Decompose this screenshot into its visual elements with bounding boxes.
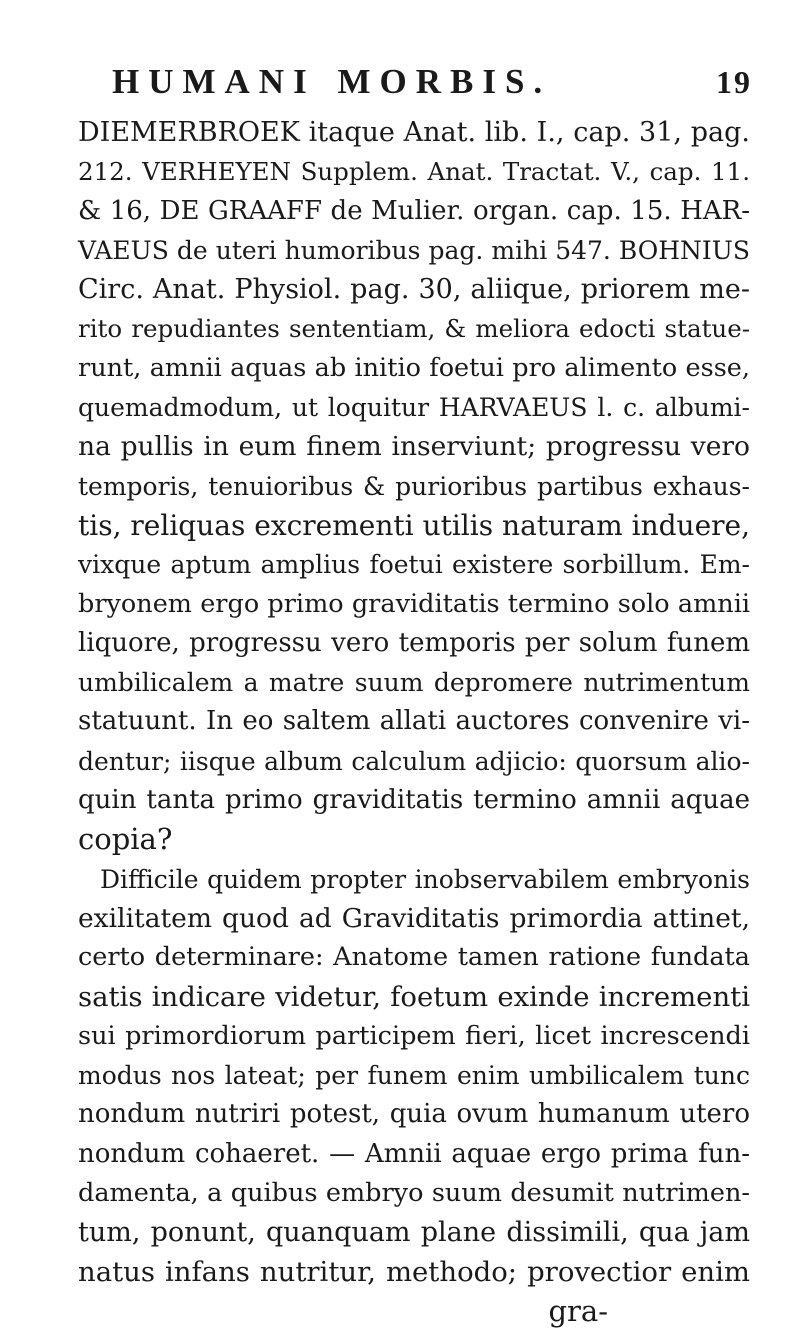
- text-line: certo determinare: Anatome tamen ratione fundata: [78, 942, 750, 973]
- text-line: temporis, tenuioribus & purioribus partibus exhaus-: [78, 471, 750, 501]
- text-line: dentur; iisque album calculum adjicio: quorsum alio-: [78, 746, 750, 776]
- text-line: copia?: [78, 822, 173, 857]
- text-line: bryonem ergo primo graviditatis termino solo amnii: [78, 588, 750, 619]
- text-line: sui primordiorum participem fieri, licet increscendi: [78, 1020, 750, 1051]
- text-line: statuunt. In eo saltem allati auctores convenire vi-: [78, 706, 750, 737]
- text-line: Circ. Anat. Physiol. pag. 30, aliique, priorem me-: [78, 274, 750, 306]
- text-line: DIEMERBROEK itaque Anat. lib. I., cap. 31, pag.: [78, 117, 750, 148]
- text-line: quemadmodum, ut loquitur HARVAEUS l. c. albumi-: [78, 393, 750, 423]
- running-title: HUMANI MORBIS.: [112, 62, 552, 101]
- text-line: rito repudiantes sententiam, & meliora edocti statue-: [78, 314, 750, 344]
- text-line: satis indicare videtur, foetum exinde incrementi: [78, 980, 750, 1013]
- page-number: 19: [716, 64, 752, 100]
- text-line: umbilicalem a matre suum depromere nutrimentum: [78, 668, 750, 698]
- text-line: runt, amnii aquas ab initio foetui pro alimento esse,: [78, 352, 750, 383]
- text-line: 212. VERHEYEN Supplem. Anat. Tractat. V., cap. 11.: [78, 157, 750, 187]
- text-line: na pullis in eum finem inserviunt; progressu vero: [78, 431, 750, 463]
- text-line: exilitatem quod ad Graviditatis primordia attinet,: [78, 902, 750, 934]
- body-text: [78, 113, 750, 1331]
- text-line: Difficile quidem propter inobservabilem embryonis: [100, 864, 750, 894]
- text-line: & 16, DE GRAAFF de Mulier. organ. cap. 15. HAR-: [78, 195, 750, 226]
- running-head: [112, 62, 752, 106]
- text-line: modus nos lateat; per funem enim umbilicalem tunc: [78, 1061, 750, 1091]
- text-line: damenta, a quibus embryo suum desumit nutrimen-: [78, 1178, 750, 1209]
- text-line: vixque aptum amplius foetui existere sorbillum. Em-: [78, 550, 750, 580]
- text-line: nondum cohaeret. — Amnii aquae ergo prima fun-: [78, 1138, 750, 1169]
- text-line: quin tanta primo graviditatis termino amnii aquae: [78, 785, 750, 816]
- text-line: VAEUS de uteri humoribus pag. mihi 547. BOHNIUS: [78, 235, 750, 265]
- text-line: tum, ponunt, quanquam plane dissimili, qua jam: [78, 1217, 750, 1249]
- text-line: nondum nutriri potest, quia ovum humanum utero: [78, 1099, 750, 1130]
- catchword: gra-: [548, 1293, 608, 1328]
- text-line: tis, reliquas excrementi utilis naturam induere,: [78, 508, 750, 542]
- text-line: natus infans nutritur, methodo; provectior enim: [78, 1255, 750, 1288]
- text-line: liquore, progressu vero temporis per solum funem: [78, 627, 750, 658]
